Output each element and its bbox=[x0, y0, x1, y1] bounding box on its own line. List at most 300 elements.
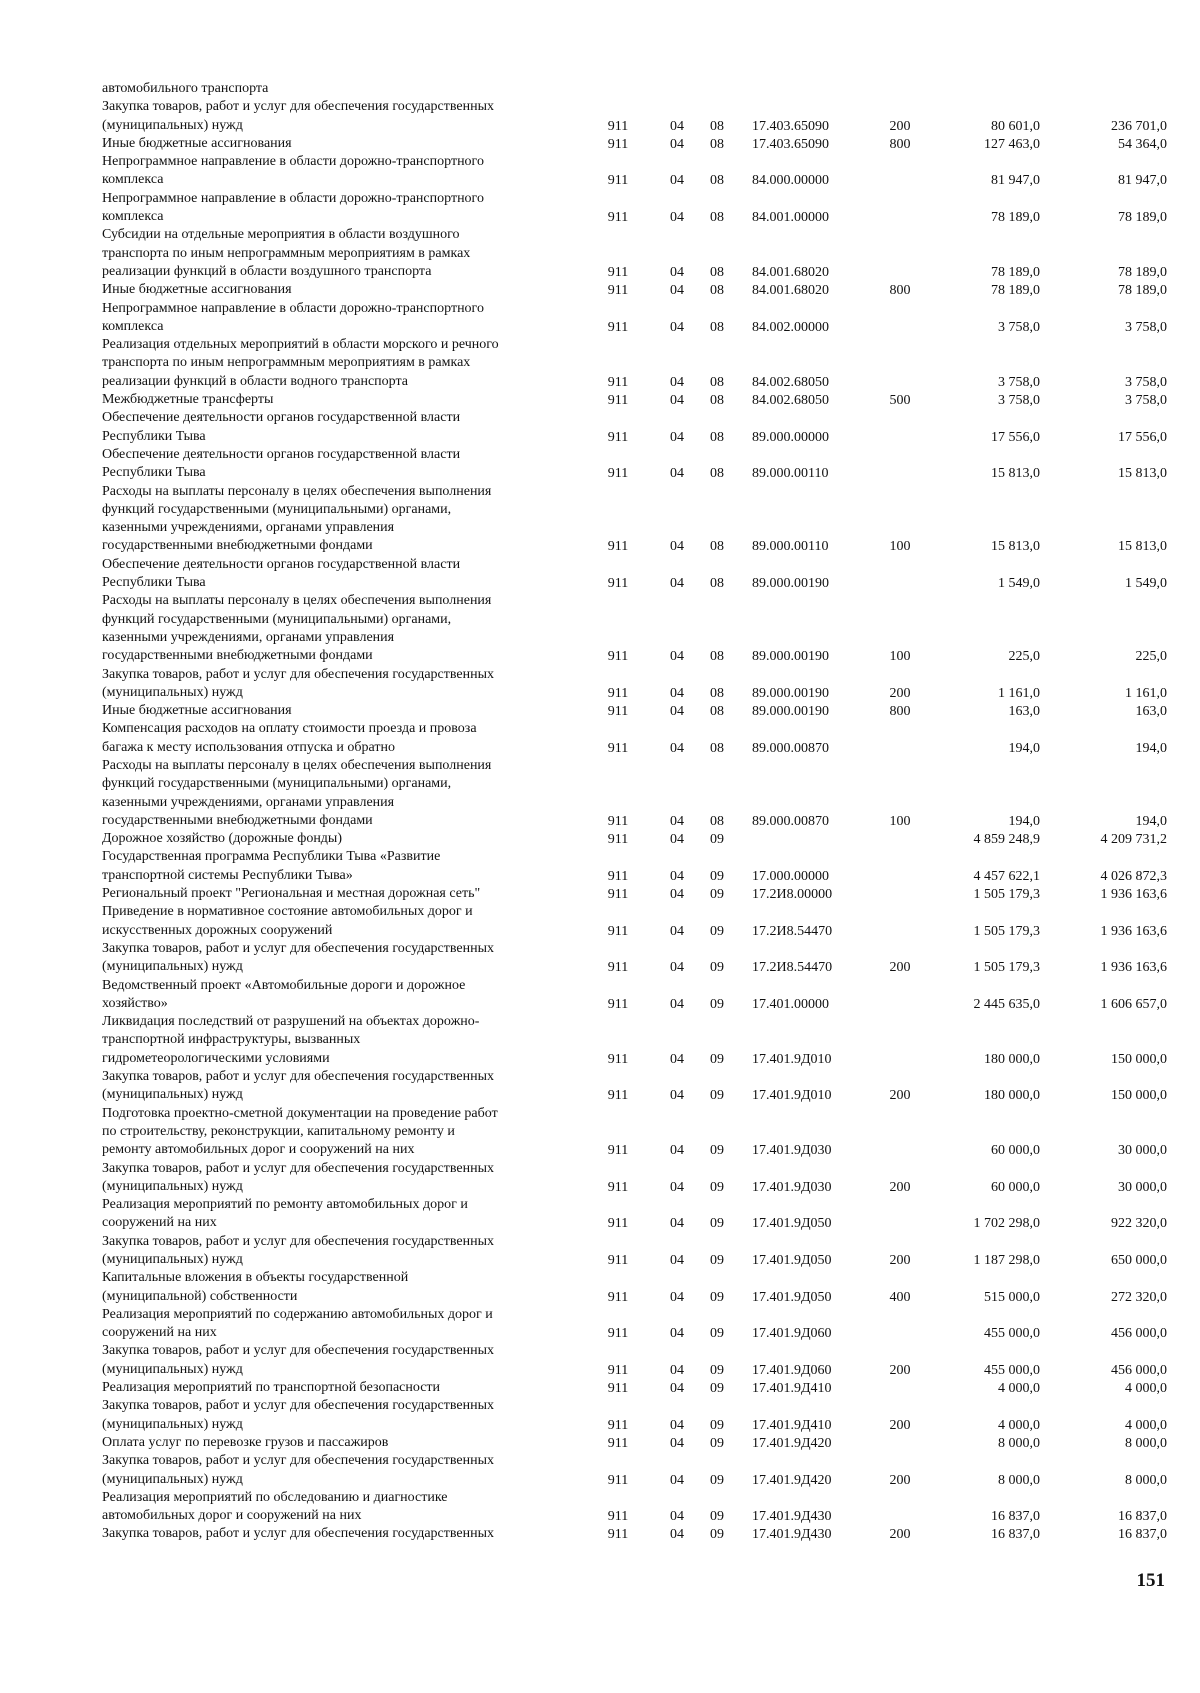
table-row bbox=[0, 903, 1200, 940]
subsection-cell: 08 bbox=[710, 429, 724, 445]
table-row bbox=[0, 80, 1200, 98]
ved-code-cell: 911 bbox=[607, 1435, 629, 1451]
table-row bbox=[0, 446, 1200, 483]
row-name: Закупка товаров, работ и услуг для обеспечения государственных (муниципальных) нужд bbox=[102, 1069, 495, 1103]
subsection-cell: 08 bbox=[710, 649, 724, 665]
table-row bbox=[0, 885, 1200, 903]
row-name: Непрограммное направление в области дорожно-транспортного комплекса bbox=[102, 190, 484, 225]
amount-year1-cell: 15 813,0 bbox=[991, 466, 1040, 482]
ved-code-cell: 911 bbox=[607, 1381, 629, 1397]
amount-year2-cell: 1 936 163,6 bbox=[1100, 960, 1167, 976]
amount-year1-cell: 194,0 bbox=[1008, 740, 1040, 756]
row-name: Капитальные вложения в объекты государственной (муниципальной) собственности bbox=[102, 1270, 409, 1304]
table-row bbox=[0, 848, 1200, 885]
table-row bbox=[0, 483, 1200, 556]
table-row bbox=[0, 940, 1200, 977]
section-cell: 04 bbox=[670, 1143, 684, 1159]
ved-code-cell: 911 bbox=[607, 832, 629, 848]
ved-code-cell: 911 bbox=[607, 813, 629, 829]
ved-code-cell: 911 bbox=[607, 466, 629, 482]
amount-year1-cell: 3 758,0 bbox=[998, 319, 1040, 335]
table-row bbox=[0, 666, 1200, 703]
expense-type-cell: 800 bbox=[889, 704, 911, 720]
expense-type-cell: 200 bbox=[889, 1179, 911, 1195]
table-row bbox=[0, 702, 1200, 720]
row-name: Закупка товаров, работ и услуг для обеспечения государственных bbox=[102, 1526, 495, 1542]
target-item-cell: 17.401.9Д030 bbox=[752, 1179, 832, 1195]
section-cell: 04 bbox=[670, 1051, 684, 1067]
ved-code-cell: 911 bbox=[607, 685, 629, 701]
section-cell: 04 bbox=[670, 740, 684, 756]
row-name: Приведение в нормативное состояние автомобильных дорог и искусственных дорожных сооружений bbox=[102, 904, 473, 938]
table-row bbox=[0, 1434, 1200, 1452]
target-item-cell: 84.002.68050 bbox=[752, 374, 829, 390]
subsection-cell: 08 bbox=[710, 740, 724, 756]
section-cell: 04 bbox=[670, 832, 684, 848]
target-item-cell: 89.000.00000 bbox=[752, 429, 829, 445]
section-cell: 04 bbox=[670, 466, 684, 482]
table-row bbox=[0, 1105, 1200, 1160]
target-item-cell: 17.401.9Д050 bbox=[752, 1253, 832, 1268]
ved-code-cell: 911 bbox=[607, 649, 629, 665]
expense-type-cell: 800 bbox=[889, 283, 911, 299]
expense-type-cell: 200 bbox=[889, 1088, 911, 1104]
target-item-cell: 89.000.00110 bbox=[752, 466, 829, 482]
section-cell: 04 bbox=[670, 576, 684, 592]
target-item-cell: 89.000.00190 bbox=[752, 685, 829, 701]
amount-year2-cell: 1 549,0 bbox=[1125, 576, 1167, 592]
amount-year1-cell: 1 549,0 bbox=[998, 576, 1040, 592]
section-cell: 04 bbox=[670, 996, 684, 1012]
amount-year1-cell: 127 463,0 bbox=[984, 136, 1040, 152]
amount-year2-cell: 3 758,0 bbox=[1125, 319, 1167, 335]
ved-code-cell: 911 bbox=[607, 136, 629, 152]
table-row bbox=[0, 300, 1200, 337]
amount-year2-cell: 17 556,0 bbox=[1118, 429, 1167, 445]
table-row bbox=[0, 977, 1200, 1014]
row-name: Закупка товаров, работ и услуг для обеспечения государственных (муниципальных) нужд bbox=[102, 1233, 495, 1267]
section-cell: 04 bbox=[670, 1088, 684, 1104]
row-name: Реализация мероприятий по обследованию и диагностике автомобильных дорог и сооружений на них bbox=[102, 1489, 448, 1524]
section-cell: 04 bbox=[670, 704, 684, 720]
ved-code-cell: 911 bbox=[607, 704, 629, 720]
table-row bbox=[0, 409, 1200, 446]
ved-code-cell: 911 bbox=[607, 1216, 629, 1232]
target-item-cell: 17.000.00000 bbox=[752, 868, 829, 884]
expense-type-cell: 800 bbox=[889, 136, 911, 152]
ved-code-cell: 911 bbox=[607, 1362, 629, 1378]
table-row bbox=[0, 1269, 1200, 1306]
row-name: Иные бюджетные ассигнования bbox=[102, 282, 292, 298]
amount-year2-cell: 1 606 657,0 bbox=[1100, 996, 1167, 1012]
subsection-cell: 08 bbox=[710, 466, 724, 482]
section-cell: 04 bbox=[670, 173, 684, 189]
amount-year1-cell: 225,0 bbox=[1008, 649, 1040, 665]
table-row bbox=[0, 1379, 1200, 1397]
table-row bbox=[0, 1160, 1200, 1197]
amount-year2-cell: 15 813,0 bbox=[1118, 539, 1167, 555]
subsection-cell: 09 bbox=[710, 1509, 724, 1525]
section-cell: 04 bbox=[670, 1253, 684, 1268]
table-row bbox=[0, 98, 1200, 135]
table-row bbox=[0, 1013, 1200, 1068]
amount-year2-cell: 650 000,0 bbox=[1111, 1253, 1167, 1268]
ved-code-cell: 911 bbox=[607, 1289, 629, 1305]
amount-year2-cell: 3 758,0 bbox=[1125, 393, 1167, 409]
amount-year2-cell: 150 000,0 bbox=[1111, 1088, 1167, 1104]
ved-code-cell: 911 bbox=[607, 576, 629, 592]
amount-year1-cell: 17 556,0 bbox=[991, 429, 1040, 445]
amount-year2-cell: 456 000,0 bbox=[1111, 1326, 1167, 1342]
subsection-cell: 09 bbox=[710, 1326, 724, 1342]
expense-type-cell: 100 bbox=[889, 649, 911, 665]
ved-code-cell: 911 bbox=[607, 539, 629, 555]
amount-year1-cell: 16 837,0 bbox=[991, 1509, 1040, 1525]
target-item-cell: 84.002.68050 bbox=[752, 393, 829, 409]
ved-code-cell: 911 bbox=[607, 173, 629, 189]
amount-year1-cell: 4 457 622,1 bbox=[973, 868, 1040, 884]
target-item-cell: 17.401.9Д420 bbox=[752, 1472, 832, 1488]
amount-year2-cell: 81 947,0 bbox=[1118, 173, 1167, 189]
subsection-cell: 08 bbox=[710, 118, 724, 134]
expense-type-cell: 200 bbox=[889, 1253, 911, 1268]
subsection-cell: 08 bbox=[710, 173, 724, 189]
expense-type-cell: 200 bbox=[889, 118, 911, 134]
row-name: Расходы на выплаты персоналу в целях обеспечения выполнения функций государственными (муниципальными) органами, казенными учреждениями, органами управления государственными внебюджетными фондами bbox=[102, 483, 492, 554]
amount-year2-cell: 1 936 163,6 bbox=[1100, 887, 1167, 903]
expense-type-cell: 100 bbox=[889, 813, 911, 829]
amount-year1-cell: 1 505 179,3 bbox=[973, 960, 1040, 976]
expense-type-cell: 100 bbox=[889, 539, 911, 555]
target-item-cell: 17.401.9Д410 bbox=[752, 1417, 832, 1433]
ved-code-cell: 911 bbox=[607, 283, 629, 299]
row-name: Иные бюджетные ассигнования bbox=[102, 135, 292, 151]
table-row bbox=[0, 757, 1200, 830]
section-cell: 04 bbox=[670, 374, 684, 390]
subsection-cell: 08 bbox=[710, 283, 724, 299]
amount-year2-cell: 30 000,0 bbox=[1118, 1179, 1167, 1195]
subsection-cell: 08 bbox=[710, 704, 724, 720]
table-row bbox=[0, 1342, 1200, 1379]
row-name: Оплата услуг по перевозке грузов и пассажиров bbox=[102, 1434, 389, 1450]
ved-code-cell: 911 bbox=[607, 374, 629, 390]
table-row bbox=[0, 1196, 1200, 1233]
table-row bbox=[0, 1489, 1200, 1526]
section-cell: 04 bbox=[670, 868, 684, 884]
subsection-cell: 09 bbox=[710, 923, 724, 939]
amount-year2-cell: 15 813,0 bbox=[1118, 466, 1167, 482]
ved-code-cell: 911 bbox=[607, 1051, 629, 1067]
ved-code-cell: 911 bbox=[607, 740, 629, 756]
subsection-cell: 08 bbox=[710, 539, 724, 555]
ved-code-cell: 911 bbox=[607, 960, 629, 976]
target-item-cell: 89.000.00190 bbox=[752, 704, 829, 720]
subsection-cell: 08 bbox=[710, 264, 724, 280]
amount-year1-cell: 15 813,0 bbox=[991, 539, 1040, 555]
table-row bbox=[0, 1233, 1200, 1270]
subsection-cell: 09 bbox=[710, 1088, 724, 1104]
subsection-cell: 08 bbox=[710, 210, 724, 226]
section-cell: 04 bbox=[670, 264, 684, 280]
expense-type-cell: 500 bbox=[889, 393, 911, 409]
table-row bbox=[0, 592, 1200, 665]
subsection-cell: 08 bbox=[710, 136, 724, 152]
row-name: Ведомственный проект «Автомобильные дороги и дорожное хозяйство» bbox=[102, 977, 466, 1011]
subsection-cell: 09 bbox=[710, 1417, 724, 1433]
row-name: Подготовка проектно-сметной документации на проведение работ по строительству, реконструкции, капитальному ремонту и ремонту автомобильных дорог и сооружений на них bbox=[102, 1105, 498, 1158]
amount-year2-cell: 922 320,0 bbox=[1111, 1216, 1167, 1232]
amount-year1-cell: 60 000,0 bbox=[991, 1179, 1040, 1195]
target-item-cell: 17.401.9Д410 bbox=[752, 1381, 832, 1397]
amount-year1-cell: 455 000,0 bbox=[984, 1326, 1040, 1342]
target-item-cell: 17.401.9Д060 bbox=[752, 1326, 832, 1342]
amount-year2-cell: 4 209 731,2 bbox=[1100, 832, 1167, 848]
subsection-cell: 08 bbox=[710, 393, 724, 409]
amount-year2-cell: 8 000,0 bbox=[1125, 1435, 1167, 1451]
ved-code-cell: 911 bbox=[607, 996, 629, 1012]
target-item-cell: 17.401.9Д010 bbox=[752, 1051, 832, 1067]
amount-year1-cell: 78 189,0 bbox=[991, 283, 1040, 299]
section-cell: 04 bbox=[670, 960, 684, 976]
row-name: Закупка товаров, работ и услуг для обеспечения государственных (муниципальных) нужд bbox=[102, 99, 495, 133]
subsection-cell: 09 bbox=[710, 1051, 724, 1067]
target-item-cell: 89.000.00190 bbox=[752, 649, 829, 665]
amount-year1-cell: 81 947,0 bbox=[991, 173, 1040, 189]
amount-year1-cell: 1 187 298,0 bbox=[973, 1253, 1040, 1268]
page-number: 151 bbox=[1136, 1570, 1165, 1591]
section-cell: 04 bbox=[670, 1289, 684, 1305]
ved-code-cell: 911 bbox=[607, 210, 629, 226]
row-name: Реализация мероприятий по транспортной безопасности bbox=[102, 1380, 441, 1396]
table-row bbox=[0, 720, 1200, 757]
section-cell: 04 bbox=[670, 1381, 684, 1397]
target-item-cell: 17.2И8.54470 bbox=[752, 923, 833, 939]
amount-year2-cell: 3 758,0 bbox=[1125, 374, 1167, 390]
subsection-cell: 09 bbox=[710, 832, 724, 848]
table-row bbox=[0, 1068, 1200, 1105]
row-name: Закупка товаров, работ и услуг для обеспечения государственных (муниципальных) нужд bbox=[102, 1343, 495, 1377]
amount-year1-cell: 4 000,0 bbox=[998, 1381, 1040, 1397]
expense-type-cell: 200 bbox=[889, 1527, 911, 1543]
row-name: Расходы на выплаты персоналу в целях обеспечения выполнения функций государственными (муниципальными) органами, казенными учреждениями, органами управления государственными внебюджетными фондами bbox=[102, 593, 492, 664]
subsection-cell: 08 bbox=[710, 685, 724, 701]
ved-code-cell: 911 bbox=[607, 1179, 629, 1195]
target-item-cell: 17.2И8.00000 bbox=[752, 887, 833, 903]
section-cell: 04 bbox=[670, 923, 684, 939]
subsection-cell: 09 bbox=[710, 1381, 724, 1397]
section-cell: 04 bbox=[670, 813, 684, 829]
section-cell: 04 bbox=[670, 1362, 684, 1378]
row-name: Закупка товаров, работ и услуг для обеспечения государственных (муниципальных) нужд bbox=[102, 1453, 495, 1487]
amount-year1-cell: 455 000,0 bbox=[984, 1362, 1040, 1378]
ved-code-cell: 911 bbox=[607, 1417, 629, 1433]
table-row bbox=[0, 1525, 1200, 1543]
subsection-cell: 09 bbox=[710, 1472, 724, 1488]
row-name: Компенсация расходов на оплату стоимости проезда и провоза багажа к месту использования отпуска и обратно bbox=[102, 721, 477, 755]
amount-year1-cell: 180 000,0 bbox=[984, 1051, 1040, 1067]
target-item-cell: 84.001.68020 bbox=[752, 283, 829, 299]
ved-code-cell: 911 bbox=[607, 1472, 629, 1488]
section-cell: 04 bbox=[670, 649, 684, 665]
expense-type-cell: 200 bbox=[889, 685, 911, 701]
row-name: Закупка товаров, работ и услуг для обеспечения государственных (муниципальных) нужд bbox=[102, 1160, 495, 1194]
table-row bbox=[0, 281, 1200, 299]
row-name: Непрограммное направление в области дорожно-транспортного комплекса bbox=[102, 154, 484, 188]
ved-code-cell: 911 bbox=[607, 1253, 629, 1268]
subsection-cell: 09 bbox=[710, 868, 724, 884]
target-item-cell: 17.401.00000 bbox=[752, 996, 829, 1012]
section-cell: 04 bbox=[670, 429, 684, 445]
target-item-cell: 17.401.9Д050 bbox=[752, 1216, 832, 1232]
amount-year2-cell: 54 364,0 bbox=[1118, 136, 1167, 152]
row-name: автомобильного транспорта bbox=[102, 81, 269, 96]
target-item-cell: 17.401.9Д420 bbox=[752, 1435, 832, 1451]
amount-year2-cell: 272 320,0 bbox=[1111, 1289, 1167, 1305]
target-item-cell: 17.401.9Д050 bbox=[752, 1289, 832, 1305]
subsection-cell: 09 bbox=[710, 1289, 724, 1305]
section-cell: 04 bbox=[670, 1435, 684, 1451]
ved-code-cell: 911 bbox=[607, 1509, 629, 1525]
amount-year1-cell: 80 601,0 bbox=[991, 118, 1040, 134]
amount-year1-cell: 8 000,0 bbox=[998, 1472, 1040, 1488]
target-item-cell: 17.2И8.54470 bbox=[752, 960, 833, 976]
amount-year1-cell: 2 445 635,0 bbox=[973, 996, 1040, 1012]
amount-year2-cell: 225,0 bbox=[1135, 649, 1167, 665]
subsection-cell: 09 bbox=[710, 1143, 724, 1159]
amount-year2-cell: 1 936 163,6 bbox=[1100, 923, 1167, 939]
row-name: Непрограммное направление в области дорожно-транспортного комплекса bbox=[102, 300, 484, 334]
amount-year2-cell: 78 189,0 bbox=[1118, 264, 1167, 280]
budget-table bbox=[0, 80, 1200, 1544]
ved-code-cell: 911 bbox=[607, 264, 629, 280]
table-row bbox=[0, 391, 1200, 409]
subsection-cell: 09 bbox=[710, 1216, 724, 1232]
amount-year2-cell: 194,0 bbox=[1135, 813, 1167, 829]
row-name: Реализация отдельных мероприятий в области морского и речного транспорта по иным непрограммным мероприятиям в рамках реализации функций в области водного транспорта bbox=[102, 337, 499, 389]
row-name: Государственная программа Республики Тыва «Развитие транспортной системы Республики Тыва» bbox=[102, 849, 441, 883]
target-item-cell: 89.000.00870 bbox=[752, 813, 829, 829]
ved-code-cell: 911 bbox=[607, 1088, 629, 1104]
section-cell: 04 bbox=[670, 283, 684, 299]
target-item-cell: 89.000.00110 bbox=[752, 539, 829, 555]
ved-code-cell: 911 bbox=[607, 887, 629, 903]
amount-year2-cell: 163,0 bbox=[1135, 704, 1167, 720]
section-cell: 04 bbox=[670, 393, 684, 409]
subsection-cell: 08 bbox=[710, 576, 724, 592]
amount-year1-cell: 515 000,0 bbox=[984, 1289, 1040, 1305]
amount-year1-cell: 3 758,0 bbox=[998, 374, 1040, 390]
amount-year2-cell: 4 000,0 bbox=[1125, 1417, 1167, 1433]
row-name: Реализация мероприятий по содержанию автомобильных дорог и сооружений на них bbox=[102, 1306, 493, 1341]
section-cell: 04 bbox=[670, 1527, 684, 1543]
section-cell: 04 bbox=[670, 136, 684, 152]
amount-year1-cell: 60 000,0 bbox=[991, 1143, 1040, 1159]
expense-type-cell: 200 bbox=[889, 1417, 911, 1433]
amount-year2-cell: 1 161,0 bbox=[1125, 685, 1167, 701]
table-row bbox=[0, 556, 1200, 593]
target-item-cell: 17.401.9Д430 bbox=[752, 1509, 832, 1525]
section-cell: 04 bbox=[670, 1509, 684, 1525]
subsection-cell: 08 bbox=[710, 319, 724, 335]
section-cell: 04 bbox=[670, 887, 684, 903]
amount-year2-cell: 8 000,0 bbox=[1125, 1472, 1167, 1488]
amount-year2-cell: 456 000,0 bbox=[1111, 1362, 1167, 1378]
amount-year2-cell: 4 000,0 bbox=[1125, 1381, 1167, 1397]
expense-type-cell: 200 bbox=[889, 1472, 911, 1488]
ved-code-cell: 911 bbox=[607, 429, 629, 445]
section-cell: 04 bbox=[670, 1472, 684, 1488]
target-item-cell: 17.401.9Д010 bbox=[752, 1088, 832, 1104]
section-cell: 04 bbox=[670, 1326, 684, 1342]
ved-code-cell: 911 bbox=[607, 868, 629, 884]
ved-code-cell: 911 bbox=[607, 1527, 629, 1543]
table-row bbox=[0, 336, 1200, 391]
amount-year2-cell: 4 026 872,3 bbox=[1100, 868, 1167, 884]
ved-code-cell: 911 bbox=[607, 1143, 629, 1159]
amount-year1-cell: 194,0 bbox=[1008, 813, 1040, 829]
row-name: Реализация мероприятий по ремонту автомобильных дорог и сооружений на них bbox=[102, 1197, 468, 1231]
row-name: Региональный проект "Региональная и местная дорожная сеть" bbox=[102, 886, 481, 902]
subsection-cell: 09 bbox=[710, 1253, 724, 1268]
amount-year1-cell: 1 702 298,0 bbox=[973, 1216, 1040, 1232]
amount-year1-cell: 3 758,0 bbox=[998, 393, 1040, 409]
row-name: Межбюджетные трансферты bbox=[102, 392, 274, 408]
table-row bbox=[0, 190, 1200, 227]
row-name: Дорожное хозяйство (дорожные фонды) bbox=[102, 831, 343, 847]
amount-year1-cell: 180 000,0 bbox=[984, 1088, 1040, 1104]
amount-year2-cell: 16 837,0 bbox=[1118, 1509, 1167, 1525]
amount-year1-cell: 1 505 179,3 bbox=[973, 923, 1040, 939]
target-item-cell: 89.000.00870 bbox=[752, 740, 829, 756]
amount-year1-cell: 16 837,0 bbox=[991, 1527, 1040, 1543]
expense-type-cell: 200 bbox=[889, 1362, 911, 1378]
table-row bbox=[0, 226, 1200, 281]
row-name: Иные бюджетные ассигнования bbox=[102, 703, 292, 719]
row-name: Закупка товаров, работ и услуг для обеспечения государственных (муниципальных) нужд bbox=[102, 1398, 495, 1432]
row-name: Расходы на выплаты персоналу в целях обеспечения выполнения функций государственными (муниципальными) органами, казенными учреждениями, органами управления государственными внебюджетными фондами bbox=[102, 757, 492, 828]
expense-type-cell: 400 bbox=[889, 1289, 911, 1305]
amount-year1-cell: 78 189,0 bbox=[991, 210, 1040, 226]
section-cell: 04 bbox=[670, 118, 684, 134]
target-item-cell: 84.002.00000 bbox=[752, 319, 829, 335]
target-item-cell: 17.401.9Д030 bbox=[752, 1143, 832, 1159]
subsection-cell: 08 bbox=[710, 813, 724, 829]
target-item-cell: 17.403.65090 bbox=[752, 118, 829, 134]
amount-year2-cell: 78 189,0 bbox=[1118, 283, 1167, 299]
target-item-cell: 17.401.9Д430 bbox=[752, 1527, 832, 1543]
amount-year2-cell: 236 701,0 bbox=[1111, 118, 1167, 134]
table-row bbox=[0, 1397, 1200, 1434]
target-item-cell: 17.401.9Д060 bbox=[752, 1362, 832, 1378]
amount-year1-cell: 4 000,0 bbox=[998, 1417, 1040, 1433]
table-row bbox=[0, 153, 1200, 190]
ved-code-cell: 911 bbox=[607, 118, 629, 134]
amount-year1-cell: 163,0 bbox=[1008, 704, 1040, 720]
section-cell: 04 bbox=[670, 685, 684, 701]
row-name: Обеспечение деятельности органов государственной власти Республики Тыва bbox=[102, 446, 461, 481]
section-cell: 04 bbox=[670, 539, 684, 555]
ved-code-cell: 911 bbox=[607, 319, 629, 335]
section-cell: 04 bbox=[670, 319, 684, 335]
subsection-cell: 09 bbox=[710, 1362, 724, 1378]
amount-year2-cell: 16 837,0 bbox=[1118, 1527, 1167, 1543]
amount-year1-cell: 4 859 248,9 bbox=[973, 832, 1040, 848]
subsection-cell: 08 bbox=[710, 374, 724, 390]
subsection-cell: 09 bbox=[710, 1527, 724, 1543]
target-item-cell: 89.000.00190 bbox=[752, 576, 829, 592]
table-row bbox=[0, 1306, 1200, 1343]
amount-year1-cell: 78 189,0 bbox=[991, 264, 1040, 280]
